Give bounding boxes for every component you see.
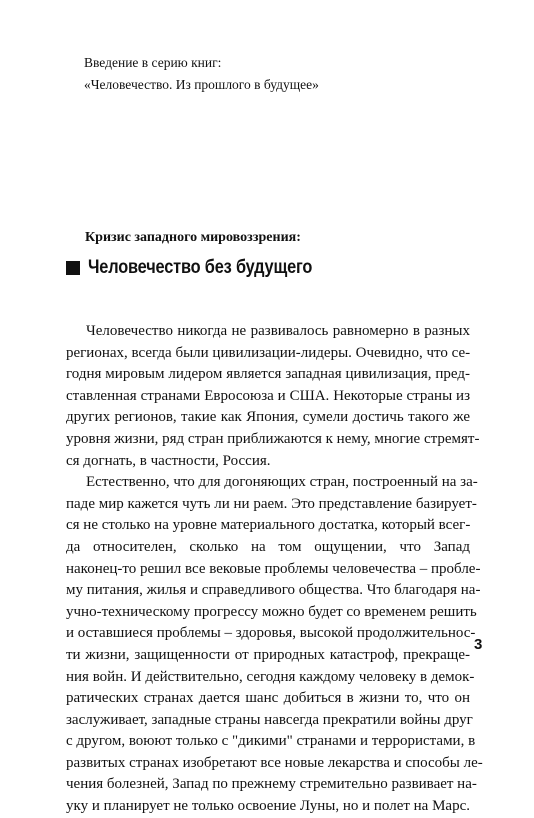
- series-introduction: [84, 52, 319, 96]
- text-line: му питания, жилья и справедливого общества. Что благодаря на-: [66, 582, 481, 599]
- text-line: ставленная странами Евросоюза и США. Некоторые страны из: [66, 387, 470, 404]
- text-line: Человечество никогда не развивалось равномерно в разных: [86, 323, 470, 339]
- series-intro-line-1: Введение в серию книг:: [84, 55, 222, 70]
- text-line: развитых странах изобретают все новые лекарства и способы ле-: [66, 754, 483, 771]
- text-line: других регионов, такие как Япония, сумели достичь такого же: [66, 409, 470, 426]
- text-line: учно-техническому прогрессу можно будет со временем решить: [66, 603, 477, 620]
- text-line: с другом, воюют только с "дикими" странами и террористами, в: [66, 733, 476, 750]
- text-line: и оставшиеся проблемы – здоровья, высокой продолжительнос-: [66, 625, 476, 642]
- text-line: уровня жизни, ряд стран приближаются к нему, многие стремят-: [66, 430, 480, 447]
- series-intro-line-2: «Человечество. Из прошлого в будущее»: [84, 77, 319, 92]
- text-line: уку и планирует не только освоение Луны, но и полет на Марс.: [66, 798, 470, 815]
- section-kicker: Кризис западного мировоззрения:: [85, 230, 301, 245]
- text-line: наконец-то решил все вековые проблемы человечества – пробле-: [66, 560, 481, 577]
- text-line: заслуживает, западные страны навсегда прекратили войны друг: [66, 711, 473, 728]
- body-text: [66, 321, 483, 818]
- text-line: паде мир кажется чуть ли ни раем. Это представление базирует-: [66, 495, 477, 512]
- text-line: чения болезней, Запад по прежнему стремительно развивает на-: [66, 776, 477, 793]
- text-line: ти жизни, защищенности от природных катастроф, прекраще-: [66, 646, 470, 663]
- page-number: 3: [474, 636, 483, 653]
- text-line: ратических странах дается шанс добиться в жизни то, что он: [66, 690, 470, 707]
- text-line: ния войн. И действительно, сегодня каждому человеку в демок-: [66, 668, 475, 685]
- section-heading: [66, 257, 349, 279]
- text-line: ся не столько на уровне материального достатка, который всег-: [66, 517, 471, 534]
- section-title: Человечество без будущего: [88, 257, 313, 278]
- text-line: да относителен, сколько на том ощущении, что Запад: [66, 538, 470, 555]
- text-line: регионах, всегда были цивилизации-лидеры. Очевидно, что се-: [66, 344, 471, 361]
- black-square-bullet-icon: [66, 261, 80, 275]
- paragraph-2: [66, 472, 483, 818]
- paragraph-1: [66, 321, 480, 472]
- text-line: ся догнать, в частности, Россия.: [66, 452, 271, 469]
- text-line: Естественно, что для догоняющих стран, построенный на за-: [86, 474, 478, 491]
- text-line: годня мировым лидером является западная цивилизация, пред-: [66, 366, 470, 383]
